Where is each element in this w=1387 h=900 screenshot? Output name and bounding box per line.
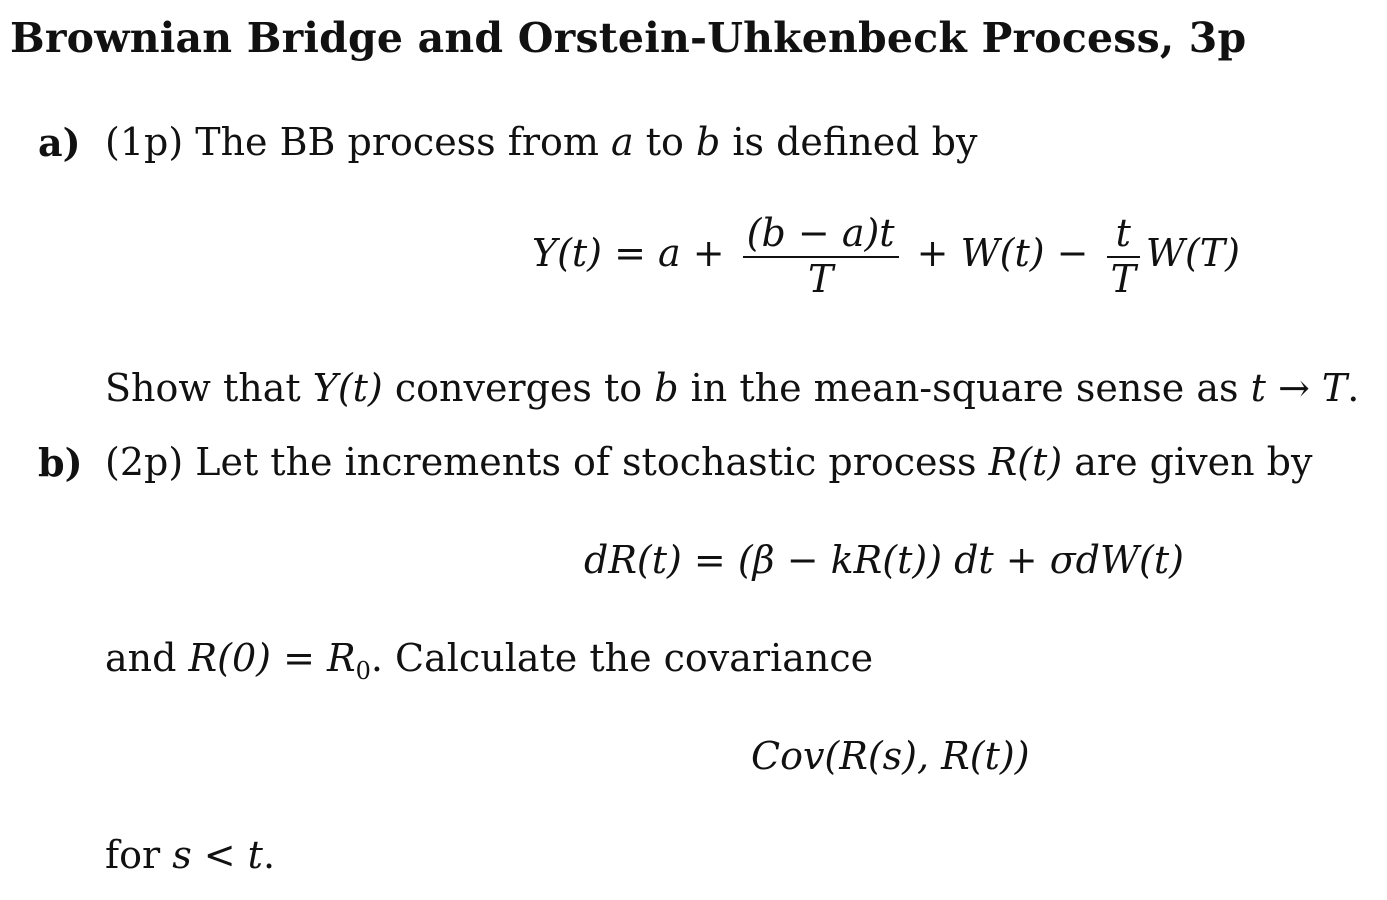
part-a-intro: [105, 120, 977, 164]
part-b-for-condition: s < t: [172, 833, 263, 877]
covariance-equation: Cov(R(s), R(t)): [751, 734, 1030, 778]
bb-eq-frac1-num: (b − a)t: [743, 212, 899, 258]
part-a-intro-prefix: (1p) The BB process from: [105, 120, 611, 164]
part-b-intro-var: R(t): [988, 440, 1063, 484]
bb-equation: [532, 212, 1240, 301]
part-b-for-prefix: for: [105, 833, 173, 877]
part-a-show-mid2: in the mean-square sense as: [678, 366, 1251, 410]
part-b-and-suffix: . Calculate the covariance: [370, 636, 874, 680]
bb-eq-frac2-num: t: [1107, 212, 1140, 258]
bb-eq-rhs: W(T): [1145, 231, 1240, 276]
part-b-condition: [105, 833, 275, 877]
part-a-label: a): [38, 120, 81, 165]
part-b-label: b): [38, 440, 83, 485]
part-b-init-sub: 0: [355, 657, 371, 685]
part-b-intro-suffix: are given by: [1062, 440, 1313, 484]
var-b: b: [695, 120, 721, 164]
part-a-show-limit: t → T: [1250, 366, 1348, 410]
var-a: a: [611, 120, 634, 164]
part-a-intro-mid: to: [633, 120, 696, 164]
part-a-show-b: b: [654, 366, 679, 410]
part-a-show-mid: converges to: [382, 366, 655, 410]
bb-eq-frac1-den: T: [807, 256, 834, 301]
part-b-initial: [105, 636, 873, 685]
part-a-show-prefix: Show that: [105, 366, 313, 410]
part-a-intro-suffix: is defined by: [720, 120, 978, 164]
part-b-for-end: .: [262, 833, 276, 877]
part-a-show-end: .: [1347, 366, 1360, 410]
part-a-show: [105, 366, 1359, 410]
part-a-show-var: Y(t): [312, 366, 383, 410]
part-b-init-lhs: R(0) = R: [188, 636, 356, 680]
bb-eq-frac2-den: T: [1110, 256, 1136, 301]
bb-eq-fraction-2: [1107, 212, 1140, 301]
part-b-intro: [105, 440, 1312, 484]
part-b-intro-prefix: (2p) Let the increments of stochastic process: [105, 440, 989, 484]
bb-eq-lhs: Y(t) = a +: [532, 231, 737, 276]
bb-eq-middle: + W(t) −: [904, 231, 1101, 276]
part-b-and-prefix: and: [105, 636, 189, 680]
page-title: Brownian Bridge and Orstein-Uhkenbeck Process, 3p: [10, 14, 1247, 62]
ou-sde-equation: dR(t) = (β − kR(t)) dt + σdW(t): [584, 538, 1184, 582]
bb-eq-fraction-1: [743, 212, 899, 301]
